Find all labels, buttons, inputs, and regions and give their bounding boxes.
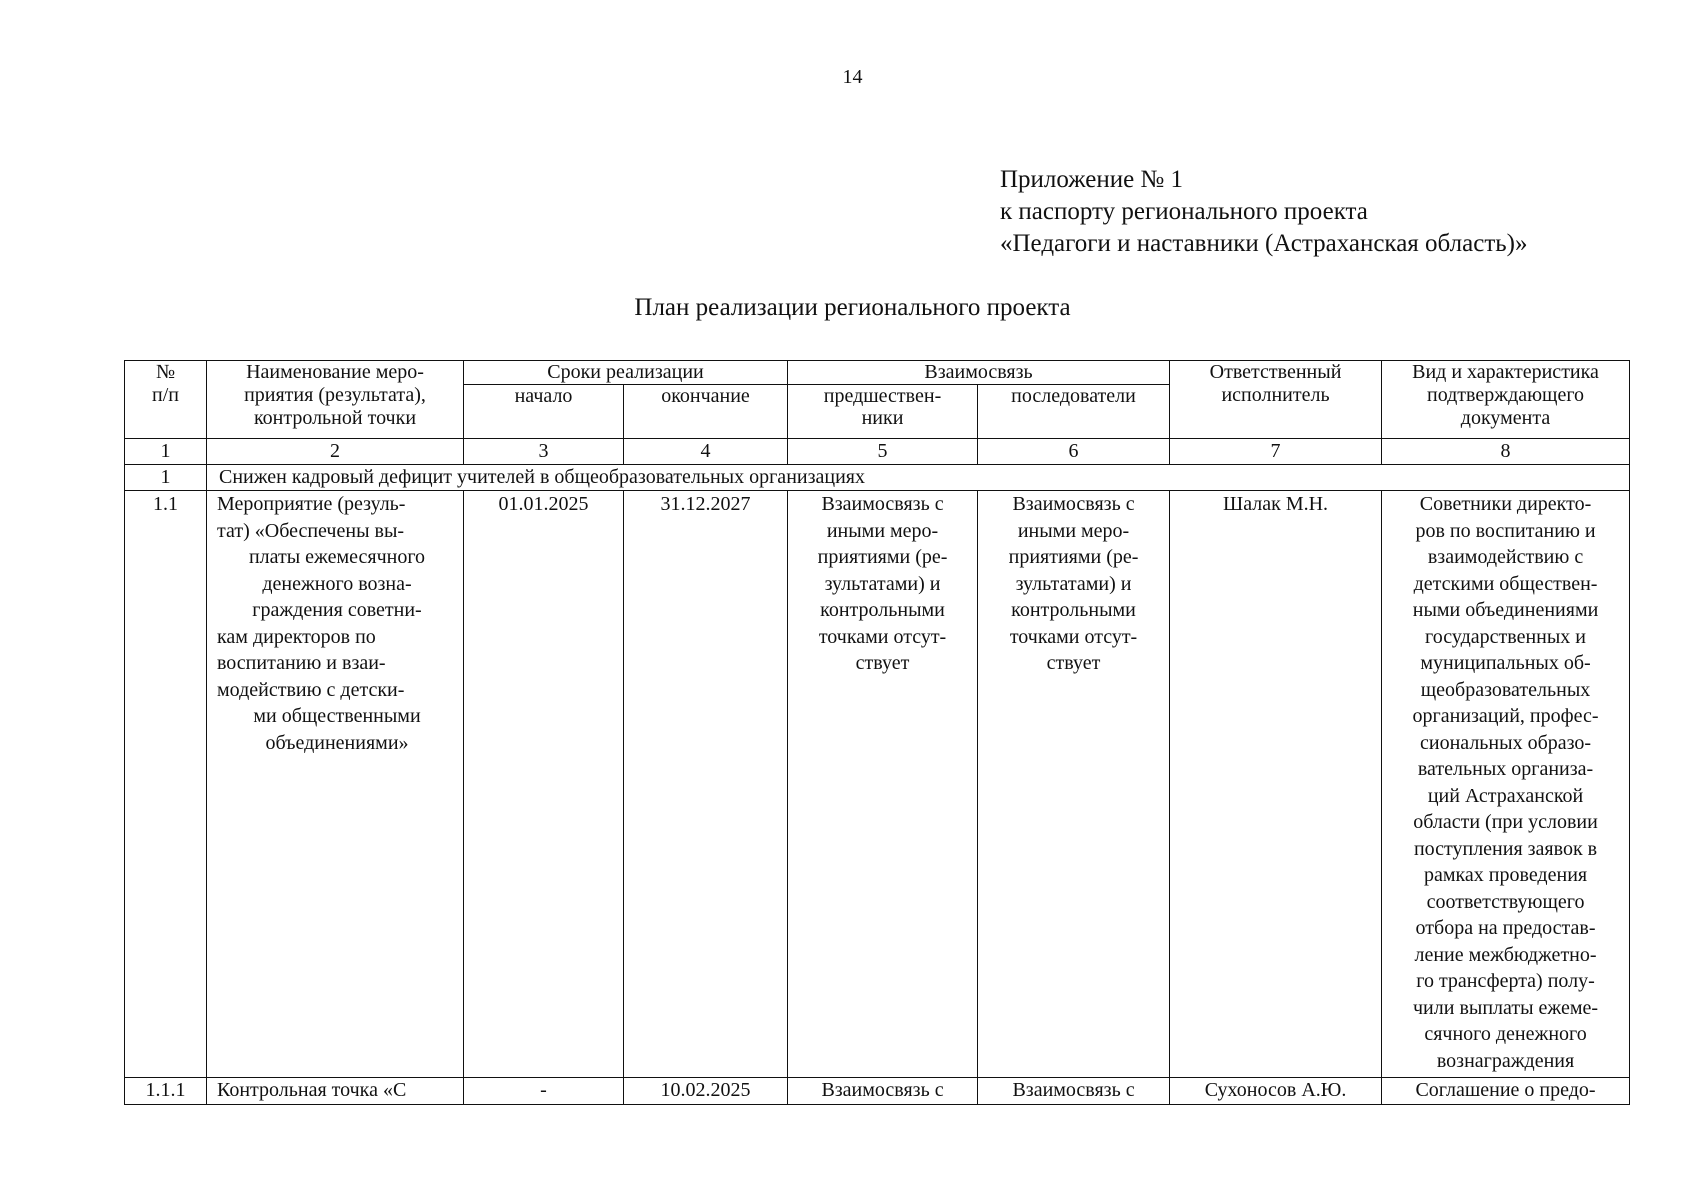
- text-line: воспитанию и взаи-: [217, 652, 386, 674]
- column-number: 1: [125, 439, 207, 465]
- header-line: Наименование меро-: [246, 361, 424, 383]
- header-document: [1382, 361, 1630, 439]
- section-row: [125, 465, 1630, 491]
- text-line: объединениями»: [265, 731, 409, 754]
- document-cell: [1382, 491, 1630, 1078]
- text-line: приятиями (ре-: [1008, 546, 1139, 568]
- text-line: Взаимосвязь с: [821, 493, 944, 515]
- section-title: Снижен кадровый дефицит учителей в общеобразовательных организациях: [207, 465, 1630, 491]
- text-line: го трансферта) полу-: [1416, 970, 1595, 992]
- header-line: предшествен-: [823, 385, 942, 407]
- text-line: платы ежемесячного: [248, 546, 426, 568]
- header-predecessors: [788, 385, 978, 439]
- predecessors-cell: [788, 491, 978, 1078]
- text-line: отбора на предостав-: [1415, 917, 1596, 939]
- appendix-line: «Педагоги и наставники (Астраханская область)»: [1000, 230, 1528, 257]
- text-line: денежного возна-: [262, 572, 412, 595]
- text-line: соответствующего: [1426, 890, 1585, 913]
- header-successors: последователи: [978, 385, 1170, 439]
- page-number: 14: [842, 66, 863, 88]
- column-number: 7: [1170, 439, 1382, 465]
- header-line: приятия (результата),: [244, 384, 426, 406]
- implementation-plan-table: [124, 360, 1630, 1105]
- text-line: Мероприятие (резуль-: [217, 493, 406, 515]
- column-number: 6: [978, 439, 1170, 465]
- text-line: кам директоров по: [217, 625, 376, 648]
- text-line: вательных организа-: [1417, 758, 1594, 780]
- header-line: №: [155, 361, 176, 383]
- header-terms: Сроки реализации: [464, 361, 788, 385]
- header-line: подтверждающего: [1427, 384, 1585, 406]
- start-date-cell: 01.01.2025: [464, 491, 624, 1078]
- column-number: 2: [207, 439, 464, 465]
- end-date-cell: 31.12.2027: [624, 491, 788, 1078]
- header-name: [207, 361, 464, 439]
- text-line: приятиями (ре-: [817, 546, 948, 568]
- header-line: Ответственный: [1209, 361, 1342, 383]
- predecessors-cell: Взаимосвязь с: [788, 1078, 978, 1105]
- text-line: государственных и: [1425, 625, 1587, 648]
- header-responsible: [1170, 361, 1382, 439]
- successors-cell: Взаимосвязь с: [978, 1078, 1170, 1105]
- text-line: точками отсут-: [1009, 625, 1138, 648]
- text-line: детскими обществен-: [1413, 572, 1598, 595]
- text-line: модействию с детски-: [217, 678, 405, 701]
- text-line: тат) «Обеспечены вы-: [217, 519, 405, 542]
- column-number: 4: [624, 439, 788, 465]
- table-row: [125, 491, 1630, 1078]
- header-row: [125, 361, 1630, 385]
- text-line: иными меро-: [826, 519, 939, 542]
- header-end: окончание: [624, 385, 788, 439]
- text-line: сячного денежного: [1424, 1023, 1587, 1045]
- text-line: зультатами) и: [1015, 572, 1132, 595]
- section-number: 1: [125, 465, 207, 491]
- text-line: рамках проведения: [1423, 864, 1588, 886]
- text-line: точками отсут-: [818, 625, 947, 648]
- text-line: зультатами) и: [824, 572, 941, 595]
- text-line: ление межбюджетно-: [1414, 943, 1597, 966]
- text-line: области (при условии: [1413, 811, 1598, 833]
- table-row: [125, 1078, 1630, 1105]
- text-line: организаций, профес-: [1412, 705, 1599, 727]
- text-line: иными меро-: [1017, 519, 1130, 542]
- text-line: чили выплаты ежеме-: [1413, 996, 1599, 1019]
- header-number: [125, 361, 207, 439]
- document-title: План реализации регионального проекта: [634, 294, 1071, 321]
- header-line: п/п: [152, 384, 179, 406]
- appendix-line: Приложение № 1: [1000, 166, 1184, 193]
- header-line: Вид и характеристика: [1412, 361, 1599, 383]
- text-line: поступления заявок в: [1413, 837, 1598, 860]
- text-line: ми общественными: [253, 705, 421, 727]
- responsible-cell: Шалак М.Н.: [1170, 491, 1382, 1078]
- header-line: документа: [1460, 407, 1551, 429]
- text-line: граждения советни-: [252, 599, 422, 621]
- column-number: 3: [464, 439, 624, 465]
- text-line: ными объединениями: [1412, 599, 1599, 621]
- text-line: ров по воспитанию и: [1415, 519, 1596, 542]
- text-line: Взаимосвязь с: [1012, 493, 1135, 515]
- header-line: контрольной точки: [253, 407, 417, 429]
- appendix-line: к паспорту регионального проекта: [1000, 198, 1368, 225]
- text-line: Советники директо-: [1419, 493, 1592, 515]
- text-line: контрольными: [820, 599, 945, 621]
- text-line: ствует: [1046, 652, 1101, 674]
- header-relationship: Взаимосвязь: [788, 361, 1170, 385]
- successors-cell: [978, 491, 1170, 1078]
- text-line: сиональных образо-: [1419, 731, 1592, 754]
- responsible-cell: Сухоносов А.Ю.: [1170, 1078, 1382, 1105]
- column-number: 8: [1382, 439, 1630, 465]
- document-cell: Соглашение о предо-: [1382, 1078, 1630, 1105]
- text-line: ций Астраханской: [1427, 784, 1584, 807]
- text-line: муниципальных об-: [1420, 652, 1591, 674]
- appendix-note: [1000, 164, 1527, 260]
- header-start: начало: [464, 385, 624, 439]
- start-date-cell: -: [464, 1078, 624, 1105]
- end-date-cell: 10.02.2025: [624, 1078, 788, 1105]
- header-line: исполнитель: [1221, 384, 1330, 406]
- row-number: 1.1: [125, 491, 207, 1078]
- text-line: щеобразовательных: [1420, 678, 1591, 701]
- event-name-cell: [207, 491, 464, 1078]
- text-line: контрольными: [1011, 599, 1136, 621]
- text-line: взаимодействию с: [1427, 546, 1584, 568]
- header-line: ники: [861, 407, 904, 429]
- text-line: ствует: [855, 652, 910, 674]
- column-number-row: [125, 439, 1630, 465]
- row-number: 1.1.1: [125, 1078, 207, 1105]
- text-line: вознаграждения: [1436, 1049, 1575, 1072]
- column-number: 5: [788, 439, 978, 465]
- event-name-cell: Контрольная точка «С: [207, 1078, 464, 1105]
